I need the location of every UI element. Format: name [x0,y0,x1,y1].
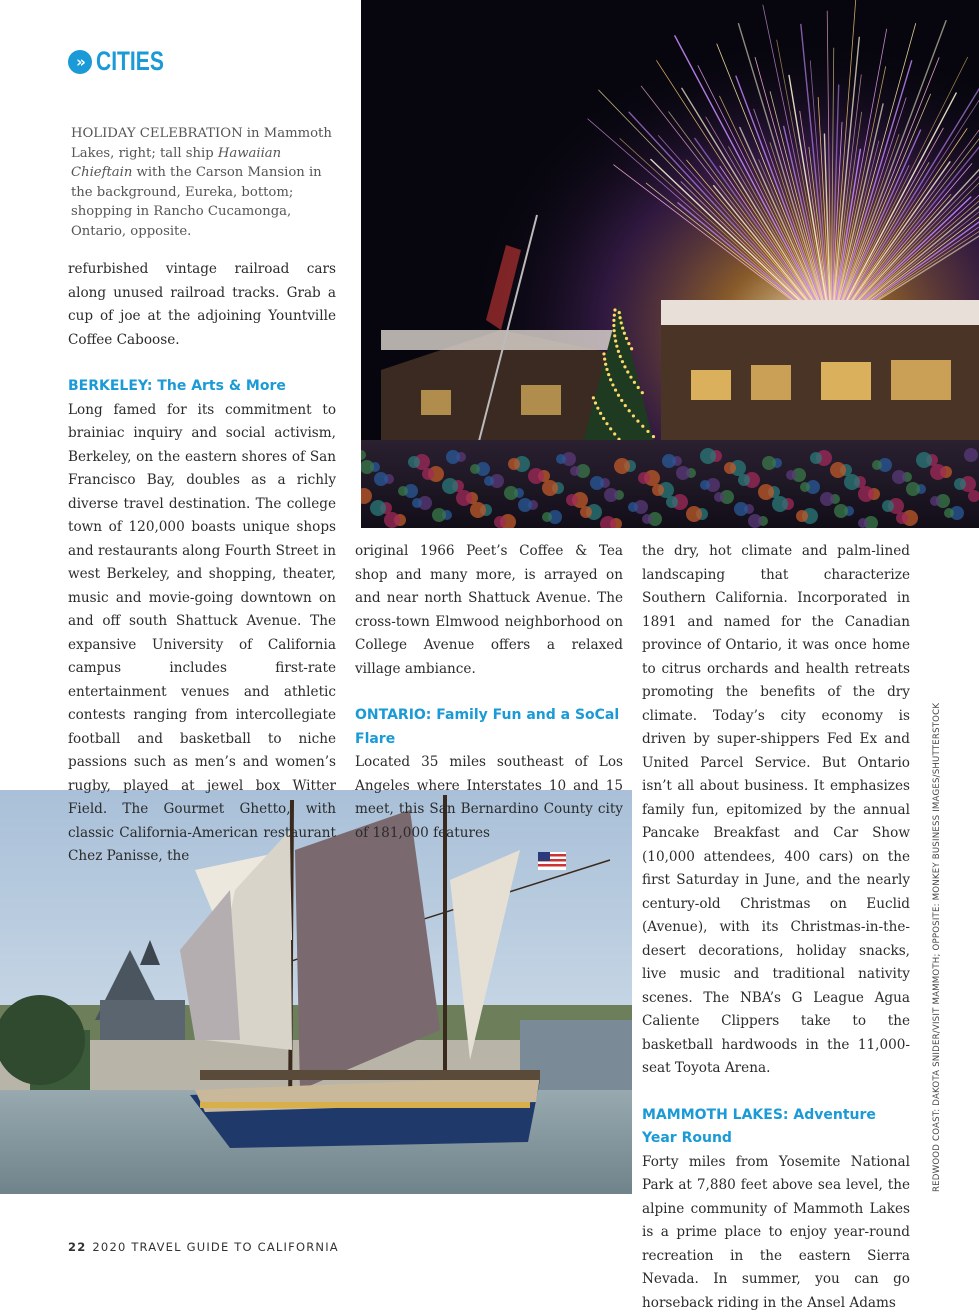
crowd-figure [528,468,544,484]
crowd-figure [858,486,874,502]
tree-light [628,409,631,412]
tree-light [613,308,616,311]
crowd-figure [686,506,702,522]
crowd-figure [494,516,506,528]
caption-text: HOLIDAY CELEBRATION in Mammoth Lakes, right; tall ship [71,126,332,161]
tree-light [617,350,620,353]
tree-light [613,314,616,317]
crowd-figure [762,456,776,470]
tree-light [646,430,649,433]
crowd-figure [772,496,788,512]
crowd-figure [844,474,860,490]
tree-light [612,319,615,322]
crowd-figure [518,498,532,512]
crowd-figure [748,514,762,528]
tree-light [602,352,605,355]
crowd-figure [700,480,710,490]
article-column-1-intro [68,258,336,352]
crowd-figure [872,460,882,470]
tree-light [603,357,606,360]
crowd-figure [542,512,552,522]
mammoth-heading: MAMMOTH LAKES: Adventure Year Round [642,1104,910,1151]
crowd-figure [422,468,434,480]
crowd-figure [442,478,458,494]
crowd-figure [724,462,736,474]
crowd-figure [714,492,724,502]
tree-light [596,407,599,410]
crowd-figure [676,466,690,480]
article-column-3 [642,540,910,1315]
tree-light [617,394,620,397]
crowd-figure [652,484,664,496]
tree-light [605,368,608,371]
publication-title: 2020 TRAVEL GUIDE TO CALIFORNIA [92,1240,338,1254]
tree-light [623,332,626,335]
tree-light [613,432,616,435]
crowd-figure [800,482,810,492]
tree-light [632,414,635,417]
tree-light [629,376,632,379]
crowd-figure [642,514,652,524]
caption-text-2: with the Carson Mansion in the background, Eureka, bottom; shopping in Rancho Cucamonga, Ontario, opposite. [71,165,322,239]
crowd-figure [470,502,486,518]
tree-light [614,388,617,391]
tree-light [621,360,624,363]
tree-light [627,342,630,345]
tree-light [618,311,621,314]
tree-light [592,396,595,399]
crowd-figure [666,496,678,508]
crowd-figure [542,480,558,496]
crowd-figure [370,500,386,516]
crowd-figure [408,456,420,468]
crowd-figure [738,474,750,486]
crowd-figure [930,464,946,480]
tree-light [618,316,621,319]
tree-light [620,399,623,402]
tree-light [613,329,616,332]
crowd-figure [614,458,630,474]
tree-light [602,417,605,420]
crowd-figure [484,476,494,486]
tree-light [621,326,624,329]
page-footer [68,1240,339,1254]
ontario-paragraph: Located 35 miles southeast of Los Angeles where Interstates 10 and 15 meet, this San Bernardino County city of 181,000 features [355,751,623,845]
crowd-figure [786,470,796,480]
tree-light [605,422,608,425]
crowd-figure [830,462,846,478]
crowd-figure [374,472,388,486]
crowd-figure [638,472,650,484]
crowd-figure [508,458,520,470]
tree-light [612,324,615,327]
crowd-figure [556,454,566,464]
crowd-figure [954,478,966,490]
tree-light [594,401,597,404]
crowd-figure [858,518,868,528]
tree-light [613,334,616,337]
crowd-figure [398,486,408,496]
berkeley-paragraph-cont: original 1966 Peet’s Coffee & Tea shop and many more, is arrayed on and near north Shattuck Avenue. The cross-town Elmwood neighborhood on College Avenue offers a relaxed village ambiance. [355,540,623,681]
article-column-1 [68,375,336,869]
crowd-figure [504,486,518,500]
tree-light [636,419,639,422]
crowd-figure [412,498,422,508]
crowd-figure [758,484,774,500]
section-tag [68,46,183,77]
crowd-figure [906,482,920,496]
crowd-figure [882,500,894,512]
crowd-figure [796,510,808,522]
tree-light [599,412,602,415]
tree-light [641,391,644,394]
tree-light [611,383,614,386]
crowd-figure [432,508,446,522]
photo-caption [71,124,341,242]
tree-light [607,373,610,376]
tree-light [623,365,626,368]
crowd-figure [580,506,592,518]
crowd-figure [944,508,954,518]
crowd-figure [820,492,834,506]
tree-light [614,339,617,342]
tree-light [609,427,612,430]
crowd-figure [834,504,848,518]
crowd-figure [896,512,908,524]
chevron-right-icon: » [68,50,92,74]
tree-light [625,337,628,340]
crowd-figure [384,512,400,528]
crowd-figure [964,448,978,462]
tree-light [652,435,655,438]
crowd-figure [810,452,822,464]
caption-ship-name: Hawaiian Chieftain [71,146,281,181]
intro-paragraph: refurbished vintage railroad cars along unused railroad tracks. Grab a cup of joe at the adjoining Yountville Coffee Caboose. [68,258,336,352]
crowd-figure [930,496,940,506]
fireworks-illustration [361,0,979,528]
crowd-figure [570,466,580,476]
tree-light [619,355,622,358]
crowd-figure [734,502,748,516]
crowd-figure [916,452,932,468]
fireworks-photo [361,0,979,528]
tree-light [624,404,627,407]
crowd-figure [456,490,472,506]
berkeley-paragraph: Long famed for its commitment to brainiac inquiry and social activism, Berkeley, on the eastern shores of San Francisco Bay, doubles as a richly diverse travel destination. The college town of 120,000 boasts unique shops and restaurants along Fourth Street in west Berkeley, and shopping, theater, music and movie-going downtown on and off south Shattuck Avenue. The expansive University of California campus includes first-rate entertainment venues and athletic contests ranging from intercollegiate football and basketball to niche passions such as men’s and women’s rugby, played at jewel box Witter Field. The Gourmet Ghetto, with classic California-American restaurant Chez Panisse, the [68,399,336,869]
tree-light [609,378,612,381]
crowd-figure [700,448,716,464]
berkeley-heading: BERKELEY: The Arts & More [68,375,336,399]
ontario-paragraph-cont: the dry, hot climate and palm-lined landscaping that characterize Southern California. Incorporated in 1891 and named for the Canadian province of Ontario, it was once home to citrus orchards and health retreats promoting the benefits of the dry climate. Today’s city economy is driven by super-shippers Fed Ex and United Parcel Service. But Ontario isn’t all about business. It emphasizes family fun, epitomized by the annual Pancake Breakfast and Car Show (10,000 attendees, 400 cars) on the first Saturday in June, and the nearly century-old Christmas on Euclid (Avenue), with its Christmas-in-the-desert decorations, holiday snacks, live music and traditional nativity scenes. The NBA’s G League Agua Caliente Clippers take to the basketball hardwoods in the 11,000-seat Toyota Arena. [642,540,910,1081]
tree-light [626,370,629,373]
crowd-figure [566,494,578,506]
crowd-figure [590,476,604,490]
article-column-2 [355,540,623,845]
tree-light [633,381,636,384]
crowd-figure [628,502,638,512]
ontario-heading: ONTARIO: Family Fun and a SoCal Flare [355,704,623,751]
tree-light [620,321,623,324]
tree-light [630,347,633,350]
crowd-figure [662,454,676,468]
tree-light [641,425,644,428]
section-label: CITIES [96,46,164,77]
tree-light [604,363,607,366]
crowd-figure [604,488,618,502]
crowd-figure [470,464,480,474]
crowd-figure [892,470,906,484]
page-number: 22 [68,1240,86,1254]
tree-light [637,386,640,389]
mammoth-paragraph: Forty miles from Yosemite National Park at 7,880 feet above sea level, the alpine community of Mammoth Lakes is a prime place to enjoy year-round recreation in the eastern Sierra Nevada. In summer, you can go horseback riding in the Ansel Adams [642,1151,910,1315]
crowd-figure [446,450,460,464]
tree-light [615,345,618,348]
photo-credit: REDWOOD COAST: DAKOTA SNIDER/VISIT MAMMOTH; OPPOSITE: MONKEY BUSINESS IMAGES/SHUTTERSTOCK [932,703,942,1192]
